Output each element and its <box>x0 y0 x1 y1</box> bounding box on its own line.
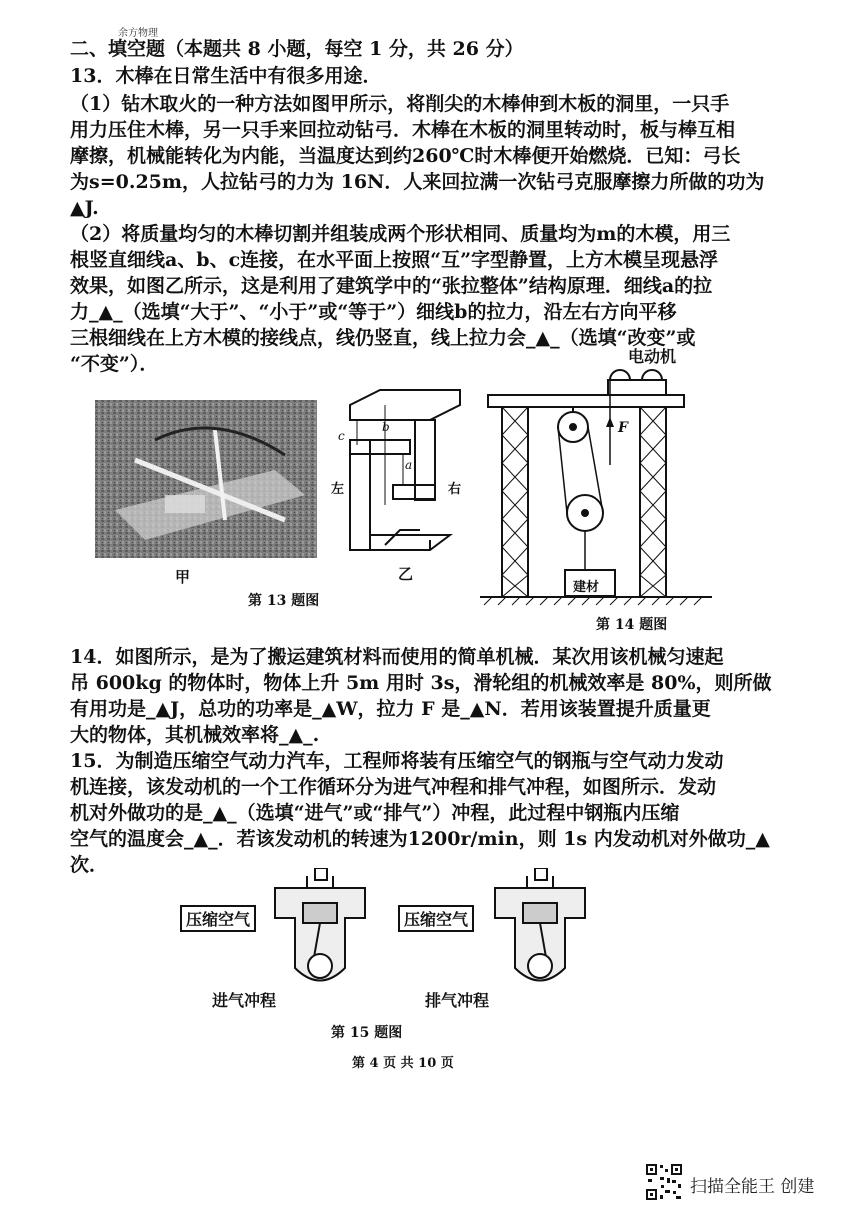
crane-pulley-diagram <box>480 365 720 610</box>
page-number: 第 4 页 共 10 页 <box>352 1056 454 1071</box>
q15-line: 空气的温度会_▲_．若该发动机的转速为1200r/min，则 1s 内发动机对外做功_▲ <box>70 828 770 850</box>
intake-stroke-label: 进气冲程 <box>212 991 277 1010</box>
fire-drill-photo <box>95 400 317 558</box>
engine-intake-diagram <box>255 868 385 993</box>
q15-line: 机连接，该发动机的一个工作循环分为进气冲程和排气冲程，如图所示．发动 <box>70 776 717 798</box>
left-label: 左 <box>331 482 345 497</box>
motor-label: 电动机 <box>628 347 677 366</box>
q14-line: 有用功是_▲J，总功的功率是_▲W，拉力 F 是_▲N．若用该装置提升质量更 <box>70 698 711 720</box>
thread-c-label: c <box>338 429 345 443</box>
q13-p1-line: 为s=0.25m，人拉钻弓的力为 16N．人来回拉满一次钻弓克服摩擦力所做的功为 <box>70 171 765 193</box>
fig14-caption: 第 14 题图 <box>596 617 668 633</box>
handwritten-note: 余方物理 <box>118 28 158 39</box>
fig15-caption: 第 15 题图 <box>331 1025 403 1041</box>
q13-p2-line: 效果，如图乙所示，这是利用了建筑学中的“张拉整体”结构原理．细线a的拉 <box>70 275 713 297</box>
q14-line: 吊 600kg 的物体时，物体上升 5m 用时 3s，滑轮组的机械效率是 80%，则所做 <box>70 672 772 694</box>
q14-line: 14．如图所示，是为了搬运建筑材料而使用的简单机械．某次用该机械匀速起 <box>70 646 724 668</box>
force-label: F <box>618 420 628 436</box>
q13-p2-line: 根竖直细线a、b、c连接，在水平面上按照“互”字型静置，上方木模呈现悬浮 <box>70 249 719 271</box>
section-heading: 二、填空题（本题共 8 小题，每空 1 分，共 26 分） <box>70 38 524 60</box>
thread-b-label: b <box>382 420 390 434</box>
q13-p1-line: ▲J. <box>70 197 99 219</box>
scanner-watermark: 扫描全能王 创建 <box>690 1177 815 1197</box>
q13-p2-line: 三根细线在上方木模的接线点，线仍竖直，线上拉力会_▲_（选填“改变”或 <box>70 327 696 349</box>
compressed-air-tag-left: 压缩空气 <box>180 905 256 932</box>
compressed-air-tag-right: 压缩空气 <box>398 905 474 932</box>
q15-line: 次． <box>70 854 109 876</box>
right-label: 右 <box>448 482 462 497</box>
q13-p2-line: “不变”）． <box>70 353 159 375</box>
qr-code-icon <box>645 1163 683 1201</box>
q13-p2-line: 力_▲_（选填“大于”、“小于”或“等于”）细线b的拉力，沿左右方向平移 <box>70 301 677 323</box>
q15-line: 15．为制造压缩空气动力汽车，工程师将装有压缩空气的钢瓶与空气动力发动 <box>70 750 724 772</box>
thread-a-label: a <box>405 458 413 472</box>
engine-exhaust-diagram <box>475 868 605 993</box>
q13-p1-line: 摩擦，机械能转化为内能，当温度达到约260℃时木棒便开始燃烧．已知：弓长 <box>70 145 741 167</box>
q13-intro: 13．木棒在日常生活中有很多用途． <box>70 65 382 87</box>
q15-line: 机对外做功的是_▲_（选填“进气”或“排气”）冲程，此过程中钢瓶内压缩 <box>70 802 680 824</box>
q13-p1-line: 用力压住木棒，另一只手来回拉动钻弓．木棒在木板的洞里转动时，板与棒互相 <box>70 119 736 141</box>
q14-line: 大的物体，其机械效率将_▲_. <box>70 724 320 746</box>
fig-yi-label: 乙 <box>398 565 414 583</box>
exhaust-stroke-label: 排气冲程 <box>425 991 490 1010</box>
material-label: 建材 <box>573 580 600 595</box>
q13-p1-line: （1）钻木取火的一种方法如图甲所示，将削尖的木棒伸到木板的洞里，一只手 <box>70 93 730 115</box>
fig-jia-label: 甲 <box>175 568 191 586</box>
q13-p2-line: （2）将质量均匀的木棒切割并组装成两个形状相同、质量均为m的木模，用三 <box>70 223 731 245</box>
fig13-caption: 第 13 题图 <box>248 593 320 609</box>
